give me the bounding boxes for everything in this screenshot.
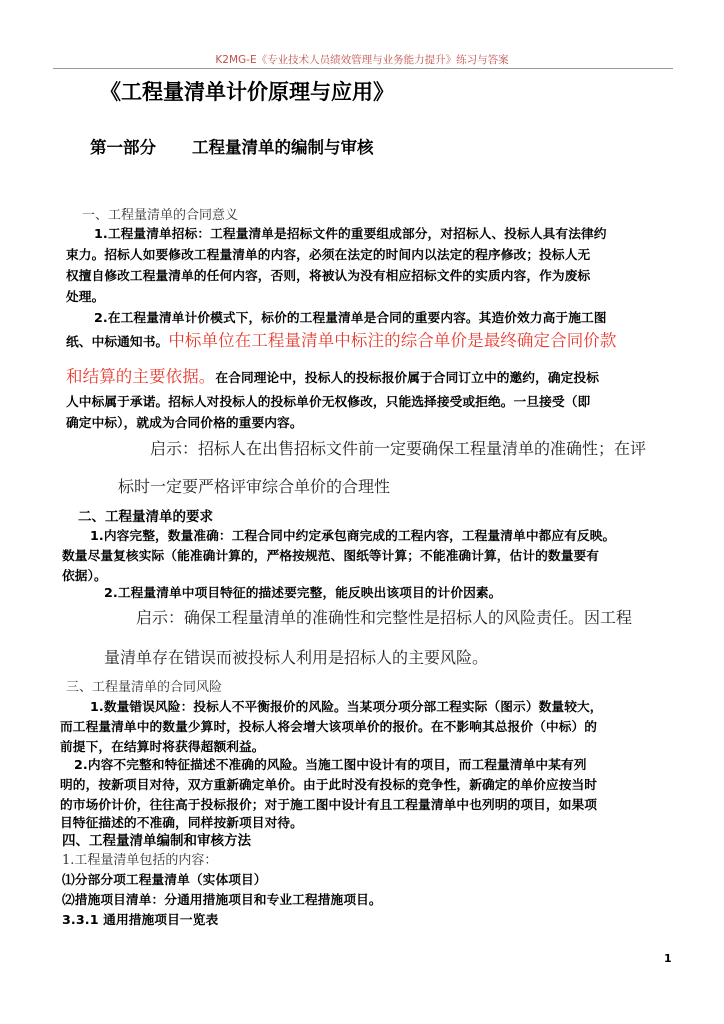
s3-p2-line2: 明的，按新项目对待，双方重新确定单价。由于此时没有投标的竞争性，新确定的单价应按当时 — [60, 777, 598, 792]
s1-p1-line2: 束力。招标人如要修改工程量清单的内容，必须在法定的时间内以法定的程序修改；投标人无 — [66, 247, 591, 262]
header-rule — [53, 68, 673, 69]
s1-p2-line5: 确定中标），就成为合同价格的重要内容。 — [66, 415, 303, 430]
part-name: 工程量清单的编制与审核 — [192, 138, 374, 157]
s2-p2: 2.工程量清单中项目特征的描述要完整，能反映出该项目的计价因素。 — [104, 585, 502, 600]
s3-p2-line3: 的市场价计价，往往高于投标报价；对于施工图中设计有且工程量清单中也列明的项目，如果项 — [60, 797, 598, 812]
s1-p2-line3 — [66, 363, 599, 387]
document-title: 《工程量清单计价原理与应用》 — [100, 80, 394, 104]
section-4-heading: 四、工程量清单编制和审核方法 — [62, 833, 251, 849]
s1-p2-line2-red: 中标单位在工程量清单中标注的综合单价是最终确定合同价款 — [168, 331, 617, 350]
running-header: K2MG-E《专业技术人员绩效管理与业务能力提升》练习与答案 — [215, 54, 509, 66]
s1-p1-line3: 权擅自修改工程量清单的任何内容，否则，将被认为没有相应招标文件的实质内容，作为废标 — [66, 268, 591, 283]
s3-p1-line3: 前提下，在结算时将获得超额利益。 — [60, 739, 265, 754]
section-1-heading: 一、工程量清单的合同意义 — [82, 208, 239, 223]
s4-intro: 1.工程量清单包括的内容： — [62, 853, 218, 868]
s2-hint-line1: 启示：确保工程量清单的准确性和完整性是招标人的风险责任。因工程 — [136, 608, 633, 627]
s2-hint-line2: 量清单存在错误而被投标人利用是招标人的主要风险。 — [104, 648, 489, 667]
part-title — [90, 134, 374, 158]
s1-p2-line3-black: 在合同理论中，投标人的投标报价属于合同订立中的邀约，确定投标 — [215, 370, 600, 385]
s1-p2-line3-red: 和结算的主要依据。 — [66, 367, 216, 386]
s3-p2-line4: 目特征描述的不准确，同样按新项目对待。 — [60, 815, 303, 830]
s4-item2: ⑵措施项目清单：分通用措施项目和专业工程措施项目。 — [62, 892, 382, 907]
s3-p2-line1: 2.内容不完整和特征描述不准确的风险。当施工图中设计有的项目，而工程量清单中某有列 — [74, 757, 587, 772]
part-number: 第一部分 — [90, 138, 156, 157]
s4-item3-text: 通用措施项目一览表 — [103, 912, 219, 927]
s3-p1-line1: 1.数量错误风险：投标人不平衡报价的风险。当某项分项分部工程实际（图示）数量较大， — [90, 699, 603, 714]
section-2-heading: 二、工程量清单的要求 — [78, 509, 213, 525]
s4-item3-number: 3.3.1 — [62, 912, 99, 927]
s1-p1-line1: 1.工程量清单招标：工程量清单是招标文件的重要组成部分，对招标人、投标人具有法律约 — [94, 226, 607, 241]
s1-hint-line2: 标时一定要严格评审综合单价的合理性 — [118, 477, 391, 496]
s1-p2-line1: 2.在工程量清单计价模式下，标价的工程量清单是合同的重要内容。其造价效力高于施工图 — [94, 310, 607, 325]
page-number: 1 — [664, 952, 672, 965]
section-3-heading: 三、工程量清单的合同风险 — [66, 680, 223, 695]
s1-p2-line2-black: 纸、中标通知书。 — [66, 334, 169, 349]
s2-p1-line2: 数量尽量复核实际（能准确计算的，严格按规范、图纸等计算；不能准确计算，估计的数量要有 — [62, 548, 600, 563]
s2-p1-line3: 依据）。 — [62, 568, 107, 583]
s1-p2-line2 — [66, 327, 617, 351]
s1-p2-line4: 人中标属于承诺。招标人对投标人的投标单价无权修改，只能选择接受或拒绝。一旦接受（即 — [66, 394, 591, 409]
s4-item1: ⑴分部分项工程量清单（实体项目） — [62, 872, 267, 887]
s1-p1-line4: 处理。 — [66, 289, 105, 304]
s1-hint-line1: 启示：招标人在出售招标文件前一定要确保工程量清单的准确性；在评 — [150, 439, 647, 458]
s4-item3 — [62, 909, 218, 928]
s3-p1-line2: 而工程量清单中的数量少算时，投标人将会增大该项单价的报价。在不影响其总报价（中标）的 — [60, 719, 598, 734]
s2-p1-line1: 1.内容完整，数量准确：工程合同中约定承包商完成的工程内容，工程量清单中都应有反映。 — [90, 528, 616, 543]
